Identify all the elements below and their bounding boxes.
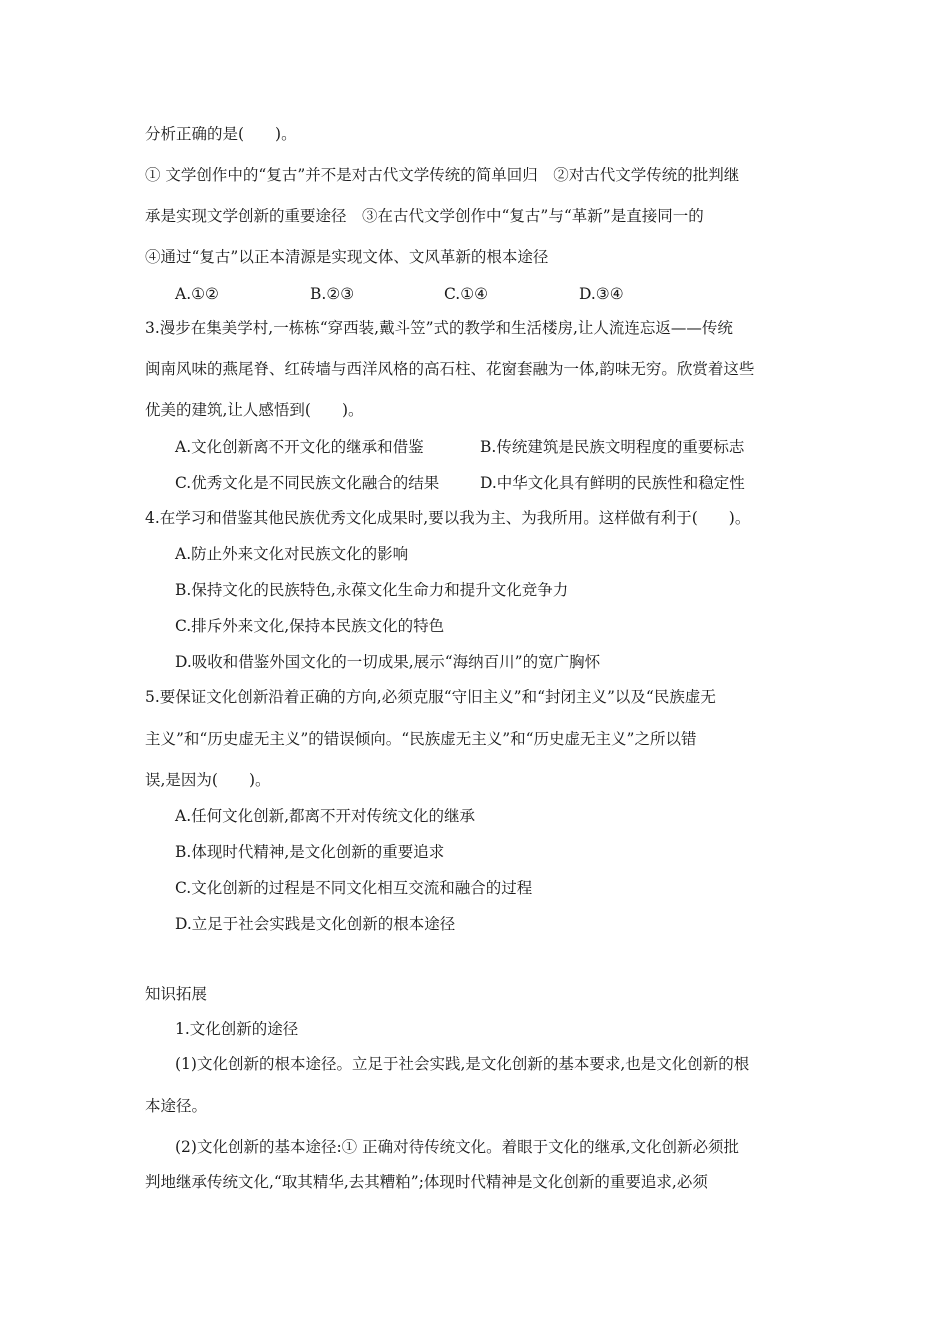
q2-option-b: B.②③ <box>310 285 355 303</box>
q5-option-b: B.体现时代精神,是文化创新的重要追求 <box>175 843 445 861</box>
q2-line-3: 承是实现文学创新的重要途径 ③在古代文学创作中“复古”与“革新”是直接同一的 <box>145 207 704 225</box>
q2-option-d: D.③④ <box>579 285 624 303</box>
q4-option-b: B.保持文化的民族特色,永葆文化生命力和提升文化竞争力 <box>175 581 569 599</box>
q5-option-c: C.文化创新的过程是不同文化相互交流和融合的过程 <box>175 879 533 897</box>
knowledge-p1-line-1: (1)文化创新的根本途径。立足于社会实践,是文化创新的基本要求,也是文化创新的根 <box>175 1055 750 1073</box>
q2-line-4: ④通过“复古”以正本清源是实现文体、文风革新的根本途径 <box>145 248 549 266</box>
q5-line-3: 误,是因为( )。 <box>145 771 271 789</box>
knowledge-subheading: 1.文化创新的途径 <box>175 1020 299 1038</box>
q3-line-1: 3.漫步在集美学村,一栋栋“穿西装,戴斗笠”式的教学和生活楼房,让人流连忘返——传统 <box>145 319 733 337</box>
q4-option-d: D.吸收和借鉴外国文化的一切成果,展示“海纳百川”的宽广胸怀 <box>175 653 601 671</box>
q5-option-a: A.任何文化创新,都离不开对传统文化的继承 <box>175 807 476 825</box>
q3-line-3: 优美的建筑,让人感悟到( )。 <box>145 401 364 419</box>
q2-option-a: A.①② <box>175 285 219 303</box>
q5-line-2: 主义”和“历史虚无主义”的错误倾向。“民族虚无主义”和“历史虚无主义”之所以错 <box>145 730 697 748</box>
q3-line-2: 闽南风味的燕尾脊、红砖墙与西洋风格的高石柱、花窗套融为一体,韵味无穷。欣赏着这些 <box>145 360 755 378</box>
q4-option-c: C.排斥外来文化,保持本民族文化的特色 <box>175 617 445 635</box>
knowledge-p1-line-2: 本途径。 <box>145 1097 208 1115</box>
knowledge-p2-line-2: 判地继承传统文化,“取其精华,去其糟粕”;体现时代精神是文化创新的重要追求,必须 <box>145 1173 708 1191</box>
q2-line-2: ① 文学创作中的“复古”并不是对古代文学传统的简单回归 ②对古代文学传统的批判继 <box>145 166 740 184</box>
q2-option-c: C.①④ <box>444 285 489 303</box>
knowledge-heading: 知识拓展 <box>145 985 208 1003</box>
q5-option-d: D.立足于社会实践是文化创新的根本途径 <box>175 915 456 933</box>
q2-line-1: 分析正确的是( )。 <box>145 125 297 143</box>
q3-option-d: D.中华文化具有鲜明的民族性和稳定性 <box>480 474 745 492</box>
q4-option-a: A.防止外来文化对民族文化的影响 <box>175 545 409 563</box>
q3-option-c: C.优秀文化是不同民族文化融合的结果 <box>175 474 440 492</box>
q4-stem: 4.在学习和借鉴其他民族优秀文化成果时,要以我为主、为我所用。这样做有利于( )。 <box>145 509 751 527</box>
q3-option-a: A.文化创新离不开文化的继承和借鉴 <box>175 438 424 456</box>
q5-line-1: 5.要保证文化创新沿着正确的方向,必须克服“守旧主义”和“封闭主义”以及“民族虚无 <box>145 688 716 706</box>
q3-option-b: B.传统建筑是民族文明程度的重要标志 <box>480 438 745 456</box>
knowledge-p2-line-1: (2)文化创新的基本途径:① 正确对待传统文化。着眼于文化的继承,文化创新必须批 <box>175 1138 740 1156</box>
